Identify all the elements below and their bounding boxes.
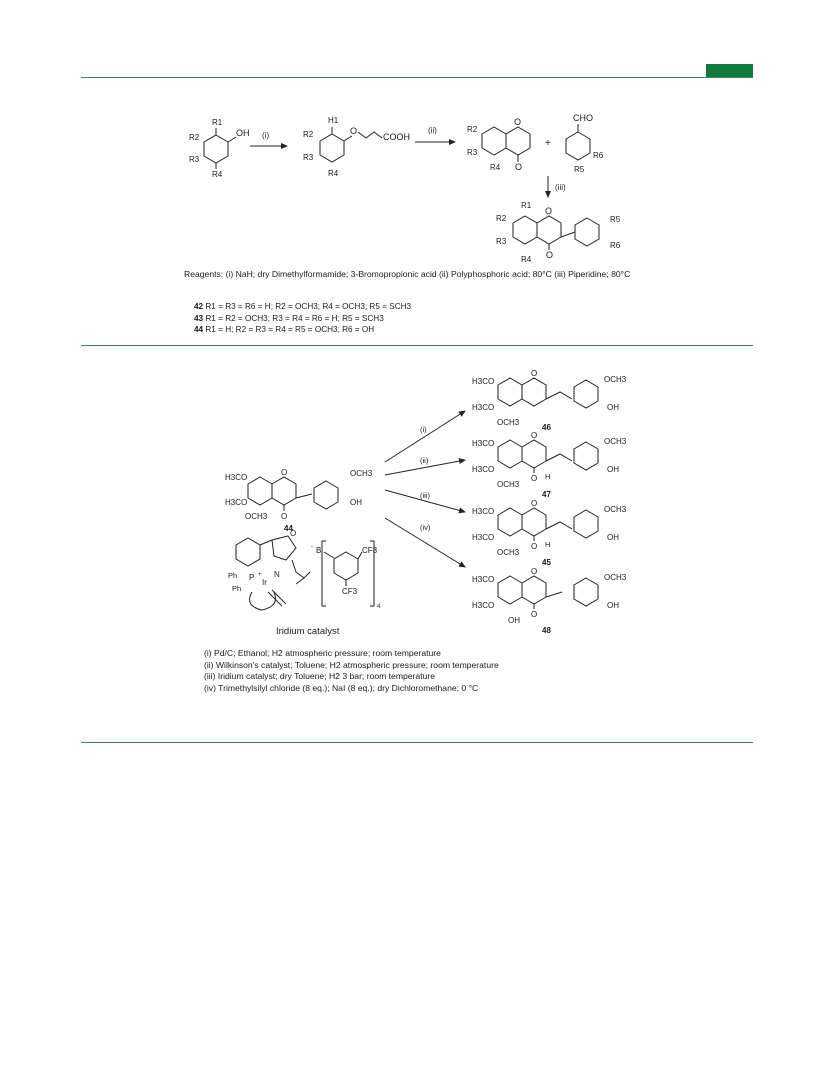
r4-label: R4 (490, 163, 501, 172)
condition-ii: (ii) Wilkinson's catalyst; Toluene; H2 atmospheric pressure; room temperature (204, 659, 499, 670)
carbonyl-o-label: O (531, 610, 538, 619)
chromanone-structure (467, 117, 530, 172)
oh-label: OH (607, 465, 619, 474)
step-iv-label: (iv) (420, 523, 431, 532)
h3co-label: H3CO (225, 473, 248, 482)
carbonyl-o-label: O (515, 162, 523, 172)
r4-label: R4 (521, 255, 532, 264)
step-iii-label: (iii) (555, 183, 566, 192)
compound-row: 42 R1 = R3 = R6 = H; R2 = OCH3; R4 = OCH3; R5 = SCH3 (194, 302, 412, 311)
cho-label: CHO (573, 113, 593, 123)
homoisoflavonoid-structure (496, 201, 621, 264)
svg-text:+: + (258, 572, 262, 578)
condition-i: (i) Pd/C; Ethanol; H2 atmospheric pressure; room temperature (204, 648, 441, 658)
ether-o-label: O (350, 126, 358, 136)
compound-47-structure (472, 431, 627, 499)
r5-label: R5 (610, 215, 621, 224)
condition-iv: (iv) Trimethylsilyl chloride (8 eq.); NaI (8 eq.); dry Dichloromethane; 0 °C (204, 682, 479, 693)
h3co-label: H3CO (472, 575, 495, 584)
scheme1-reagents (184, 269, 630, 281)
step-ii-label: (ii) (420, 456, 429, 465)
oxazoline-o-label: O (290, 529, 297, 538)
r2-label: R2 (496, 214, 507, 223)
compound-number: 44 (284, 524, 293, 533)
ring-o-label: O (545, 206, 553, 216)
r6-label: R6 (593, 151, 604, 160)
svg-text:-: - (311, 544, 313, 550)
r2-label: R2 (189, 133, 200, 142)
ring-o-label: O (531, 499, 538, 508)
och3-label: OCH3 (497, 480, 520, 489)
r3-label: R3 (303, 153, 314, 162)
step-i-label: (i) (262, 131, 270, 140)
step-iii-label: (iii) (420, 491, 430, 500)
r3-label: R3 (467, 148, 478, 157)
step-i-label: (i) (420, 425, 427, 434)
oh-label: OH (350, 498, 362, 507)
och3-label: OCH3 (497, 418, 520, 427)
h3co-label: H3CO (472, 377, 495, 386)
cooh-label: COOH (383, 132, 410, 142)
cf3-label: CF3 (362, 546, 378, 555)
r6-label: R6 (610, 241, 621, 250)
och3-label: OCH3 (497, 548, 520, 557)
ring-o-label: O (531, 567, 538, 576)
och3-label: OCH3 (604, 375, 627, 384)
ring-o-label: O (531, 431, 538, 440)
p-label: P (249, 573, 255, 582)
n-label: N (274, 570, 280, 579)
subscript-4-label: 4 (377, 604, 381, 610)
compound-number: 48 (542, 626, 551, 635)
och3-label: OCH3 (245, 512, 268, 521)
phenol-structure (189, 118, 250, 179)
r3-label: R3 (496, 237, 507, 246)
ring-o-label: O (531, 369, 538, 378)
compound-row: 43 R1 = R2 = OCH3; R3 = R4 = R6 = H; R5 = SCH3 (194, 313, 384, 323)
catalyst-caption: Iridium catalyst (276, 626, 340, 637)
compound-number: 46 (542, 423, 551, 432)
r1-label: R1 (212, 118, 223, 127)
h3co-label: H3CO (225, 498, 248, 507)
h3co-label: H3CO (472, 507, 495, 516)
compound-number: 45 (542, 558, 551, 567)
benzaldehyde-structure (566, 113, 604, 174)
r2-label: R2 (467, 125, 478, 134)
h-label: H (545, 540, 551, 549)
h1-label: H1 (328, 116, 339, 125)
oh-label: OH (607, 403, 619, 412)
scheme2-conditions (204, 648, 499, 694)
ph-label: Ph (228, 571, 238, 580)
ring-o-label: O (514, 117, 522, 127)
compound-46-structure (472, 369, 627, 432)
scheme2 (225, 369, 627, 637)
oh-label: OH (607, 601, 619, 610)
och3-label: OCH3 (604, 505, 627, 514)
ir-label: Ir (262, 578, 267, 587)
carbonyl-o-label: O (531, 474, 538, 483)
compound-45-structure (472, 499, 627, 567)
r1-label: R1 (521, 201, 532, 210)
ph-label: Ph (232, 584, 242, 593)
h3co-label: H3CO (472, 601, 495, 610)
ring-o-label: O (281, 468, 288, 477)
h3co-label: H3CO (472, 439, 495, 448)
carbonyl-o-label: O (531, 542, 538, 551)
r3-label: R3 (189, 155, 200, 164)
oh-label: OH (607, 533, 619, 542)
reagents-text: Reagents: (i) NaH; dry Dimethylformamide; 3-Bromopropionic acid (ii) Polyphosphoric acid; 80°C (iii) Piperidine; 80°C (184, 269, 631, 279)
compound-list (194, 302, 411, 337)
arrow-step-i (385, 411, 465, 462)
compound-44-structure (225, 468, 373, 533)
r4-label: R4 (212, 170, 223, 179)
iridium-catalyst-structure (228, 529, 381, 637)
acid-structure (303, 116, 410, 178)
b-label: B (316, 546, 322, 555)
cf3-label: CF3 (342, 587, 358, 596)
r4-label: R4 (328, 169, 339, 178)
plus-sign: + (545, 138, 551, 149)
och3-label: OCH3 (604, 437, 627, 446)
step-ii-label: (ii) (428, 126, 437, 135)
h3co-label: H3CO (472, 465, 495, 474)
scheme1 (189, 113, 621, 264)
oh-label: OH (236, 128, 250, 138)
h-label: H (545, 472, 551, 481)
r2-label: R2 (303, 130, 314, 139)
oh-label: OH (508, 616, 520, 625)
compound-row: 44 R1 = H; R2 = R3 = R4 = R5 = OCH3; R6 = OH (194, 325, 375, 335)
h3co-label: H3CO (472, 533, 495, 542)
och3-label: OCH3 (604, 573, 627, 582)
condition-iii: (iii) Iridium catalyst; dry Toluene; H2 3 bar; room temperature (204, 671, 436, 682)
carbonyl-o-label: O (546, 250, 554, 260)
r5-label: R5 (574, 165, 585, 174)
h3co-label: H3CO (472, 403, 495, 412)
compound-number: 47 (542, 490, 551, 499)
compound-48-structure (472, 567, 627, 635)
carbonyl-o-label: O (281, 512, 288, 521)
och3-label: OCH3 (350, 469, 373, 478)
